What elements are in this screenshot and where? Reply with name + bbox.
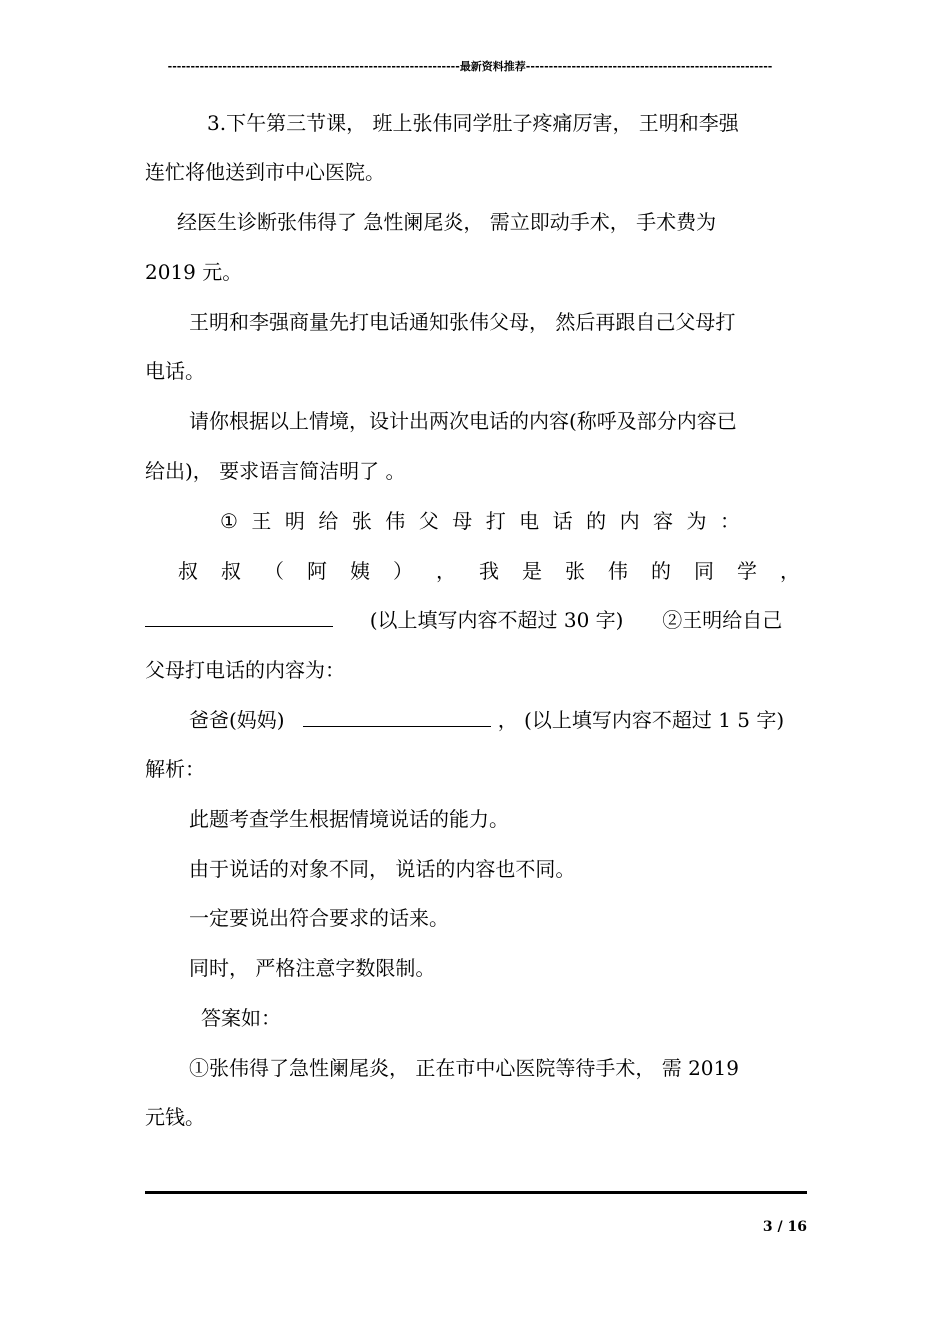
question-1-label-char: 打 — [485, 509, 506, 533]
question-2-limit-note: (以上填写内容不超过 1 5 字) — [524, 708, 785, 732]
paragraph-diagnosis-line-1: 经医生诊断张伟得了 急性阑尾炎， 需立即动手术， 手术费为 — [177, 210, 717, 234]
question-1-greeting-char: 姨 — [350, 559, 370, 583]
question-1-greeting-char: 叔 — [178, 559, 198, 583]
analysis-line-3: 一定要说出符合要求的话来。 — [189, 906, 449, 930]
question-1-label-char: 母 — [452, 509, 473, 533]
question-2-greeting: 爸爸(妈妈) — [189, 708, 285, 732]
paragraph-instructions-line-1: 请你根据以上情境，设计出两次电话的内容(称呼及部分内容已 — [189, 409, 737, 433]
paragraph-instructions-line-2: 给出)， 要求语言简洁明了 。 — [145, 459, 406, 483]
question-1-greeting-char: ， — [780, 559, 800, 583]
question-1-label-char: 王 — [251, 509, 272, 533]
question-1-label-char: 张 — [351, 509, 372, 533]
question-1-label-char: 为 — [686, 509, 707, 533]
question-1-label-char: 伟 — [385, 509, 406, 533]
paragraph-phone-plan-line-1: 王明和李强商量先打电话通知张伟父母， 然后再跟自己父母打 — [189, 310, 736, 334]
question-1-greeting-char: ， — [436, 559, 456, 583]
answer-line-1: ①张伟得了急性阑尾炎， 正在市中心医院等待手术， 需 2019 — [189, 1056, 739, 1080]
footer-rule — [145, 1190, 807, 1195]
question-line-1: 3.下午第三节课， 班上张伟同学肚子疼痛厉害， 王明和李强 — [207, 111, 739, 135]
question-1-label-char: 容 — [653, 509, 674, 533]
question-1-label-char: 给 — [318, 509, 339, 533]
question-2-label: 父母打电话的内容为： — [145, 658, 345, 682]
question-1-greeting-char: 是 — [522, 559, 542, 583]
question-1-label-char: 的 — [586, 509, 607, 533]
question-2-label-start: ②王明给自己 — [662, 608, 783, 632]
question-1-greeting-char: 叔 — [221, 559, 241, 583]
question-1-label-char: 话 — [552, 509, 573, 533]
analysis-line-2: 由于说话的对象不同， 说话的内容也不同。 — [189, 857, 576, 881]
question-1-greeting-char: ） — [393, 559, 413, 583]
paragraph-phone-plan-line-2: 电话。 — [145, 359, 205, 383]
question-1-label-char: 电 — [519, 509, 540, 533]
question-1-label-char: 明 — [284, 509, 305, 533]
answer-blank-1[interactable] — [145, 606, 333, 627]
question-1-greeting-char: 学 — [737, 559, 757, 583]
answer-label: 答案如： — [201, 1006, 281, 1030]
page-number: 3 / 16 — [762, 1219, 807, 1235]
question-line-2: 连忙将他送到市中心医院。 — [145, 160, 385, 184]
paragraph-diagnosis-line-2: 2019 元。 — [145, 260, 243, 284]
analysis-line-4: 同时， 严格注意字数限制。 — [189, 956, 436, 980]
question-1-greeting — [178, 556, 800, 586]
question-1-limit-note: (以上填写内容不超过 30 字) — [369, 608, 624, 632]
question-1-greeting-char: （ — [264, 559, 284, 583]
question-1-greeting-char: 我 — [479, 559, 499, 583]
page-header: ----------------------------------------------------------------最新资料推荐------------------------------------------------------ — [167, 60, 773, 73]
answer-line-2: 元钱。 — [145, 1105, 205, 1129]
question-1-label-char: ① — [220, 509, 238, 533]
question-1-greeting-char: 同 — [694, 559, 714, 583]
analysis-label: 解析： — [145, 757, 205, 781]
analysis-line-1: 此题考查学生根据情境说话的能力。 — [189, 807, 509, 831]
question-2-comma: ， — [497, 708, 518, 732]
question-1-label-char: ： — [719, 509, 740, 533]
question-1-label-char: 内 — [619, 509, 640, 533]
question-1-greeting-char: 张 — [565, 559, 585, 583]
question-1-answer-line — [145, 605, 807, 635]
question-1-greeting-char: 伟 — [608, 559, 628, 583]
question-1-greeting-char: 的 — [651, 559, 671, 583]
answer-blank-2[interactable] — [303, 706, 491, 727]
question-1-greeting-char: 阿 — [307, 559, 327, 583]
question-1-label — [220, 506, 740, 536]
question-1-label-char: 父 — [418, 509, 439, 533]
question-2-answer-line — [145, 705, 807, 735]
